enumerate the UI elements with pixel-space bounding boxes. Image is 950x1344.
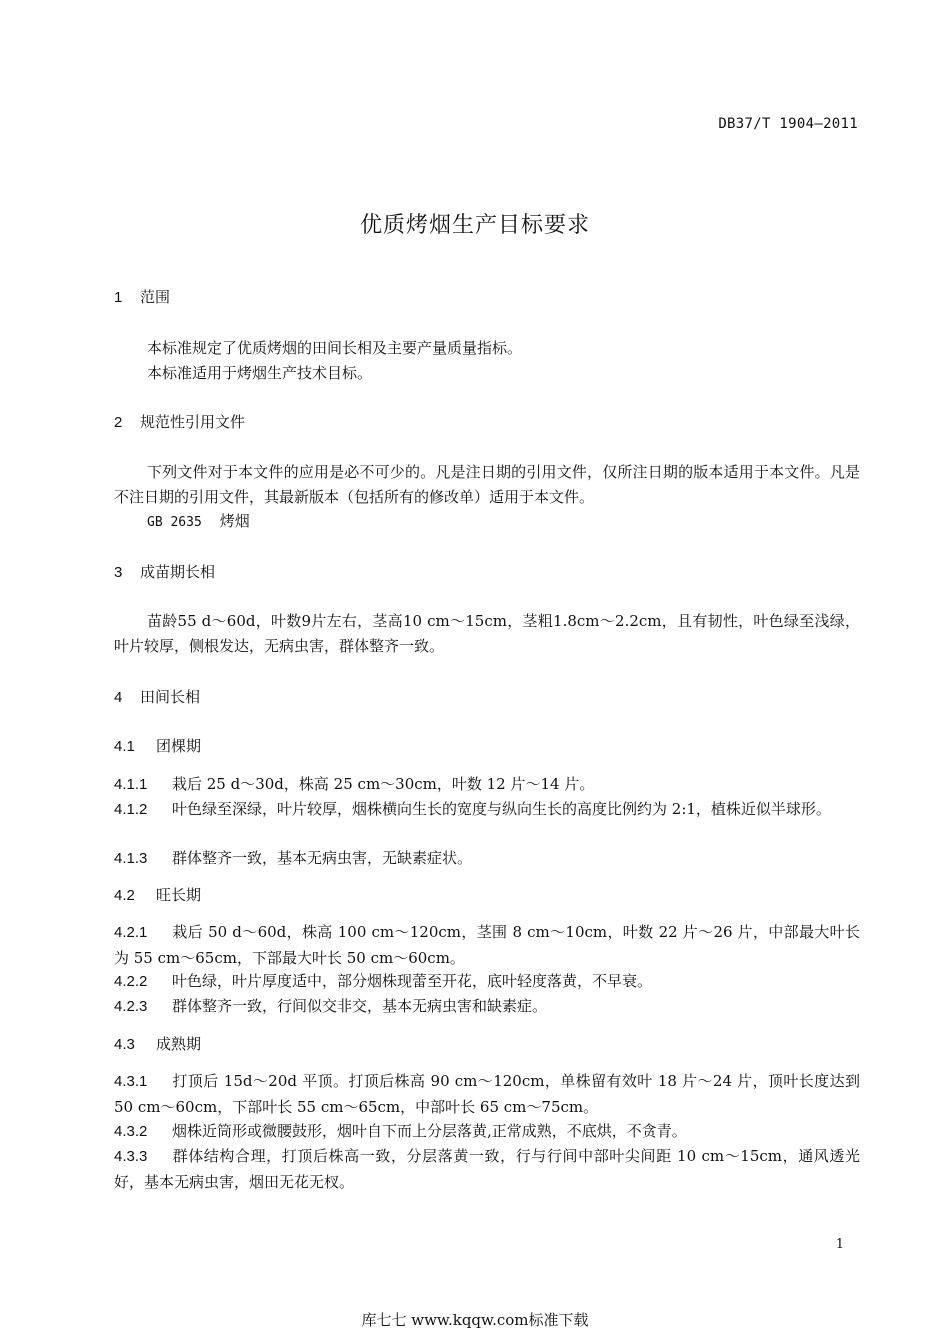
subsection-number: 4.1 [114,738,135,755]
clause-number: 4.2.3 [114,998,148,1015]
clause-text: 群体整齐一致，基本无病虫害，无缺素症状。 [172,849,473,867]
clause-text: 群体结构合理，打顶后株高一致，分层落黄一致，行与行间中部叶尖间距 10 cm～15cm，通风透光好，基本无病虫害，烟田无花无杈。 [114,1147,860,1191]
clause-number: 4.1.1 [114,776,148,793]
clause-number: 4.1.3 [114,850,148,867]
clause-4-3-1 [114,1069,860,1119]
section-title: 田间长相 [140,689,201,706]
subsection-4-3-heading [114,1035,860,1055]
section-1-heading [114,288,860,308]
section-3-heading [114,563,860,583]
subsection-title: 团棵期 [156,738,202,755]
section-4-heading [114,688,860,708]
subsection-number: 4.3 [114,1036,135,1053]
reference-name: 烤烟 [219,512,250,530]
clause-4-3-2 [114,1119,860,1145]
clause-number: 4.3.2 [114,1123,148,1140]
subsection-4-1-heading [114,737,860,757]
section-number: 3 [114,564,123,581]
section-number: 2 [114,414,123,431]
clause-text: 栽后 50 d～60d，株高 100 cm～120cm，茎围 8 cm～10cm，叶数 22 片～26 片，中部最大叶长为 55 cm～65cm，下部最大叶长 50 cm～60cm。 [114,923,860,967]
clause-text: 打顶后 15d～20d 平顶。打顶后株高 90 cm～120cm，单株留有效叶 18 片～24 片，顶叶长度达到 50 cm～60cm，下部叶长 55 cm～65cm，中部叶长 65 cm～75cm。 [114,1072,860,1116]
document-code: DB37/T 1904—2011 [718,116,858,132]
section-number: 4 [114,689,123,706]
clause-number: 4.3.3 [114,1148,148,1165]
clause-number: 4.1.2 [114,801,148,818]
subsection-4-2-heading [114,886,860,906]
clause-text: 群体整齐一致，行间似交非交，基本无病虫害和缺素症。 [172,997,548,1015]
section-title: 范围 [140,289,171,306]
subsection-title: 成熟期 [156,1036,202,1053]
clause-text: 烟株近筒形或微腰鼓形，烟叶自下而上分层落黄,正常成熟，不底烘，不贪青。 [172,1122,687,1140]
clause-4-3-3 [114,1144,860,1194]
clause-4-2-1 [114,920,860,970]
section-1-paragraph-2: 本标准适用于烤烟生产技术目标。 [147,364,373,382]
clause-4-1-3 [114,846,860,872]
section-2-heading [114,413,860,433]
section-2-paragraph: 下列文件对于本文件的应用是必不可少的。凡是注日期的引用文件，仅所注日期的版本适用于本文件。凡是不注日期的引用文件，其最新版本（包括所有的修改单）适用于本文件。 [114,463,860,506]
reference-code: GB 2635 [147,515,202,530]
section-title: 成苗期长相 [140,564,216,581]
clause-number: 4.2.2 [114,973,148,990]
clause-4-1-1 [114,772,860,798]
page-number: 1 [835,1237,844,1252]
clause-4-1-2 [114,797,860,823]
section-3-paragraph: 苗龄55 d～60d，叶数9片左右，茎高10 cm～15cm，茎粗1.8cm～2.2cm，且有韧性，叶色绿至浅绿，叶片较厚，侧根发达，无病虫害，群体整齐一致。 [114,612,860,655]
section-1-paragraph-1: 本标准规定了优质烤烟的田间长相及主要产量质量指标。 [147,339,523,357]
clause-text: 叶色绿至深绿，叶片较厚，烟株横向生长的宽度与纵向生长的高度比例约为 2:1，植株近似半球形。 [172,800,831,818]
clause-4-2-3 [114,994,860,1020]
normative-reference [114,509,893,536]
subsection-title: 旺长期 [156,887,202,904]
document-title: 优质烤烟生产目标要求 [359,212,590,237]
section-number: 1 [114,289,123,306]
footer-watermark[interactable]: 库七七 www.kqqw.com标准下载 [361,1311,589,1329]
clause-number: 4.2.1 [114,924,148,941]
clause-4-2-2 [114,969,860,995]
clause-text: 叶色绿，叶片厚度适中，部分烟株现蕾至开花，底叶轻度落黄，不早衰。 [172,972,653,990]
subsection-number: 4.2 [114,887,135,904]
clause-text: 栽后 25 d～30d，株高 25 cm～30cm，叶数 12 片～14 片。 [172,775,595,793]
section-title: 规范性引用文件 [140,414,246,431]
clause-number: 4.3.1 [114,1073,148,1090]
